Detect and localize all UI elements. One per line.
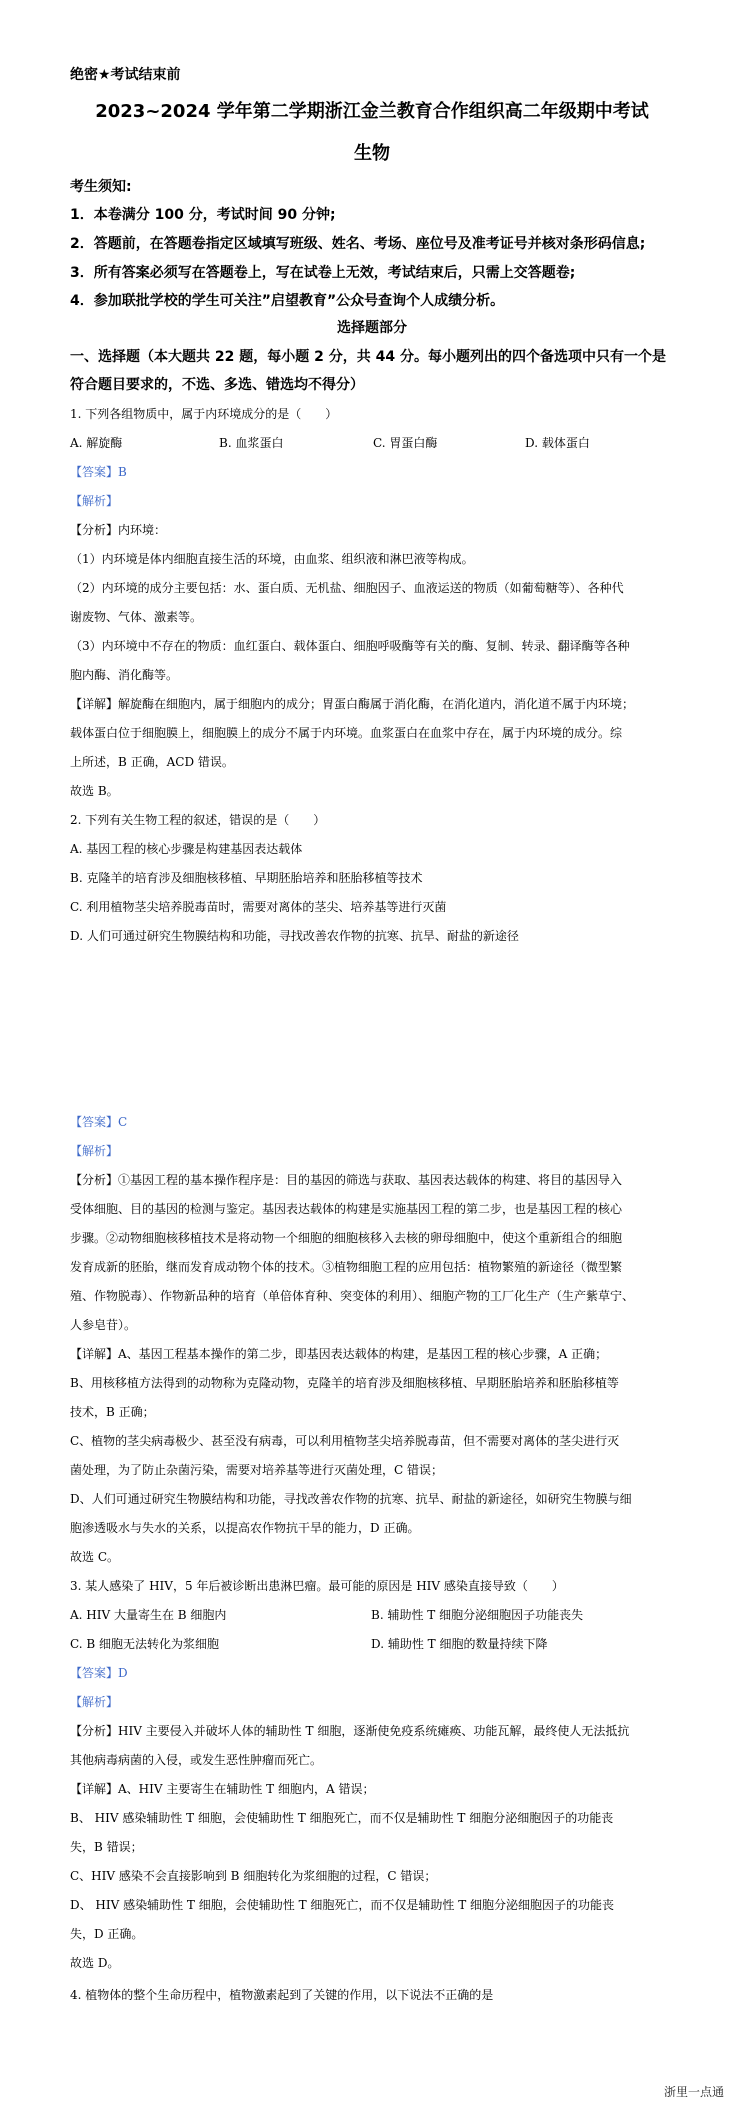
analysis-line: C、植物的茎尖病毒极少、甚至没有病毒，可以利用植物茎尖培养脱毒苗，但不需要对离体的茎尖进行灭 — [70, 1434, 620, 1448]
section-title: 选择题部分 — [337, 320, 407, 336]
analysis-line: 胞内酶、消化酶等。 — [70, 668, 179, 682]
analysis-line: 上所述，B 正确，ACD 错误。 — [70, 755, 234, 769]
answer-label: 【答案】D — [70, 1666, 128, 1680]
answer-label: 【答案】C — [70, 1115, 128, 1129]
question-stem: 2. 下列有关生物工程的叙述，错误的是（ ） — [70, 813, 326, 827]
analysis-line: 【分析】HIV 主要侵入并破坏人体的辅助性 T 细胞，逐渐使免疫系统瘫痪、功能瓦解，最终使人无法抵抗 — [70, 1724, 630, 1738]
option-c: C. 胃蛋白酶 — [373, 436, 438, 450]
option-a: A. 解旋酶 — [70, 436, 123, 450]
answer-label: 【答案】B — [70, 465, 127, 479]
question-stem: 1. 下列各组物质中，属于内环境成分的是（ ） — [70, 407, 338, 421]
question-stem: 3. 某人感染了 HIV，5 年后被诊断出患淋巴瘤。最可能的原因是 HIV 感染直接导致（ ） — [70, 1579, 564, 1593]
analysis-line: 故选 B。 — [70, 784, 119, 798]
analysis-tag: 【解析】 — [70, 494, 119, 508]
analysis-line: 【分析】内环境： — [70, 523, 167, 537]
analysis-line: 谢废物、气体、激素等。 — [70, 610, 203, 624]
analysis-line: 菌处理，为了防止杂菌污染，需要对培养基等进行灭菌处理，C 错误； — [70, 1463, 443, 1477]
option-b: B. 血浆蛋白 — [219, 436, 284, 450]
analysis-line: （2）内环境的成分主要包括：水、蛋白质、无机盐、细胞因子、血液运送的物质（如葡萄糖等）、各种代 — [70, 581, 624, 595]
notice-heading: 考生须知: — [70, 179, 132, 195]
analysis-line: 故选 C。 — [70, 1550, 119, 1564]
analysis-line: B、 HIV 感染辅助性 T 细胞，会使辅助性 T 细胞死亡，而不仅是辅助性 T 细胞分泌细胞因子的功能丧 — [70, 1811, 614, 1825]
analysis-line: 【分析】①基因工程的基本操作程序是：目的基因的筛选与获取、基因表达载体的构建、将目的基因导入 — [70, 1173, 623, 1187]
analysis-line: 殖、作物脱毒）、作物新品种的培育（单倍体育种、突变体的利用）、细胞产物的工厂化生产（生产紫草宁、 — [70, 1289, 635, 1303]
option-c: C. 利用植物茎尖培养脱毒苗时，需要对离体的茎尖、培养基等进行灭菌 — [70, 900, 447, 914]
analysis-line: 受体细胞、目的基因的检测与鉴定。基因表达载体的构建是实施基因工程的第二步，也是基因工程的核心 — [70, 1202, 623, 1216]
analysis-tag: 【解析】 — [70, 1695, 119, 1709]
analysis-line: B、用核移植方法得到的动物称为克隆动物，克隆羊的培育涉及细胞核移植、早期胚胎培养和胚胎移植等 — [70, 1376, 619, 1390]
question-stem: 4. 植物体的整个生命历程中，植物激素起到了关键的作用，以下说法不正确的是 — [70, 1988, 494, 2002]
analysis-line: （1）内环境是体内细胞直接生活的环境，由血浆、组织液和淋巴液等构成。 — [70, 552, 474, 566]
notice-item: 2．答题前，在答题卷指定区域填写班级、姓名、考场、座位号及准考证号并核对条形码信息; — [70, 236, 646, 252]
option-d: D. 人们可通过研究生物膜结构和功能，寻找改善农作物的抗寒、抗旱、耐盐的新途径 — [70, 929, 519, 943]
notice-item: 1．本卷满分 100 分，考试时间 90 分钟; — [70, 207, 336, 223]
notice-item: 3．所有答案必须写在答题卷上，写在试卷上无效，考试结束后，只需上交答题卷; — [70, 265, 576, 281]
exam-title: 2023~2024 学年第二学期浙江金兰教育合作组织高二年级期中考试 — [95, 101, 649, 122]
analysis-line: 技术，B 正确； — [70, 1405, 155, 1419]
notice-item: 4．参加联批学校的学生可关注”启望教育”公众号查询个人成绩分析。 — [70, 293, 505, 309]
analysis-tag: 【解析】 — [70, 1144, 119, 1158]
footer-watermark: 浙里一点通 — [664, 2085, 725, 2099]
option-b: B. 辅助性 T 细胞分泌细胞因子功能丧失 — [371, 1608, 584, 1622]
option-a: A. 基因工程的核心步骤是构建基因表达载体 — [70, 842, 303, 856]
analysis-line: 其他病毒病菌的入侵，或发生恶性肿瘤而死亡。 — [70, 1753, 323, 1767]
analysis-line: 故选 D。 — [70, 1956, 120, 1970]
option-a: A. HIV 大量寄生在 B 细胞内 — [70, 1608, 227, 1622]
analysis-line: 发育成新的胚胎，继而发育成动物个体的技术。③植物细胞工程的应用包括：植物繁殖的新途径（微型繁 — [70, 1260, 623, 1274]
analysis-line: 失，B 错误； — [70, 1840, 143, 1854]
analysis-line: 【详解】A、HIV 主要寄生在辅助性 T 细胞内，A 错误； — [70, 1782, 375, 1796]
analysis-line: 胞渗透吸水与失水的关系，以提高农作物抗干旱的能力，D 正确。 — [70, 1521, 420, 1535]
analysis-line: D、 HIV 感染辅助性 T 细胞，会使辅助性 T 细胞死亡，而不仅是辅助性 T 细胞分泌细胞因子的功能丧 — [70, 1898, 615, 1912]
analysis-line: C、HIV 感染不会直接影响到 B 细胞转化为浆细胞的过程，C 错误； — [70, 1869, 437, 1883]
analysis-line: 载体蛋白位于细胞膜上，细胞膜上的成分不属于内环境。血浆蛋白在血浆中存在，属于内环境的成分。综 — [70, 726, 623, 740]
section-instruction: 符合题目要求的，不选、多选、错选均不得分） — [70, 377, 364, 393]
option-b: B. 克隆羊的培育涉及细胞核移植、早期胚胎培养和胚胎移植等技术 — [70, 871, 423, 885]
section-instruction: 一、选择题（本大题共 22 题，每小题 2 分，共 44 分。每小题列出的四个备选项中只有一个是 — [70, 349, 666, 365]
analysis-line: 【详解】解旋酶在细胞内，属于细胞内的成分；胃蛋白酶属于消化酶，在消化道内，消化道不属于内环境； — [70, 697, 635, 711]
subject-title: 生物 — [354, 143, 390, 164]
analysis-line: D、人们可通过研究生物膜结构和功能，寻找改善农作物的抗寒、抗旱、耐盐的新途径，如研究生物膜与细 — [70, 1492, 632, 1506]
analysis-line: （3）内环境中不存在的物质：血红蛋白、载体蛋白、细胞呼吸酶等有关的酶、复制、转录、翻译酶等各种 — [70, 639, 630, 653]
option-c: C. B 细胞无法转化为浆细胞 — [70, 1637, 220, 1651]
option-d: D. 载体蛋白 — [525, 436, 590, 450]
analysis-line: 步骤。②动物细胞核移植技术是将动物一个细胞的细胞核移入去核的卵母细胞中，使这个重新组合的细胞 — [70, 1231, 623, 1245]
analysis-line: 【详解】A、基因工程基本操作的第二步，即基因表达载体的构建，是基因工程的核心步骤，A 正确； — [70, 1347, 608, 1361]
analysis-line: 失，D 正确。 — [70, 1927, 144, 1941]
option-d: D. 辅助性 T 细胞的数量持续下降 — [371, 1637, 548, 1651]
analysis-line: 人参皂苷）。 — [70, 1318, 137, 1332]
secret-label: 绝密★考试结束前 — [70, 67, 181, 83]
